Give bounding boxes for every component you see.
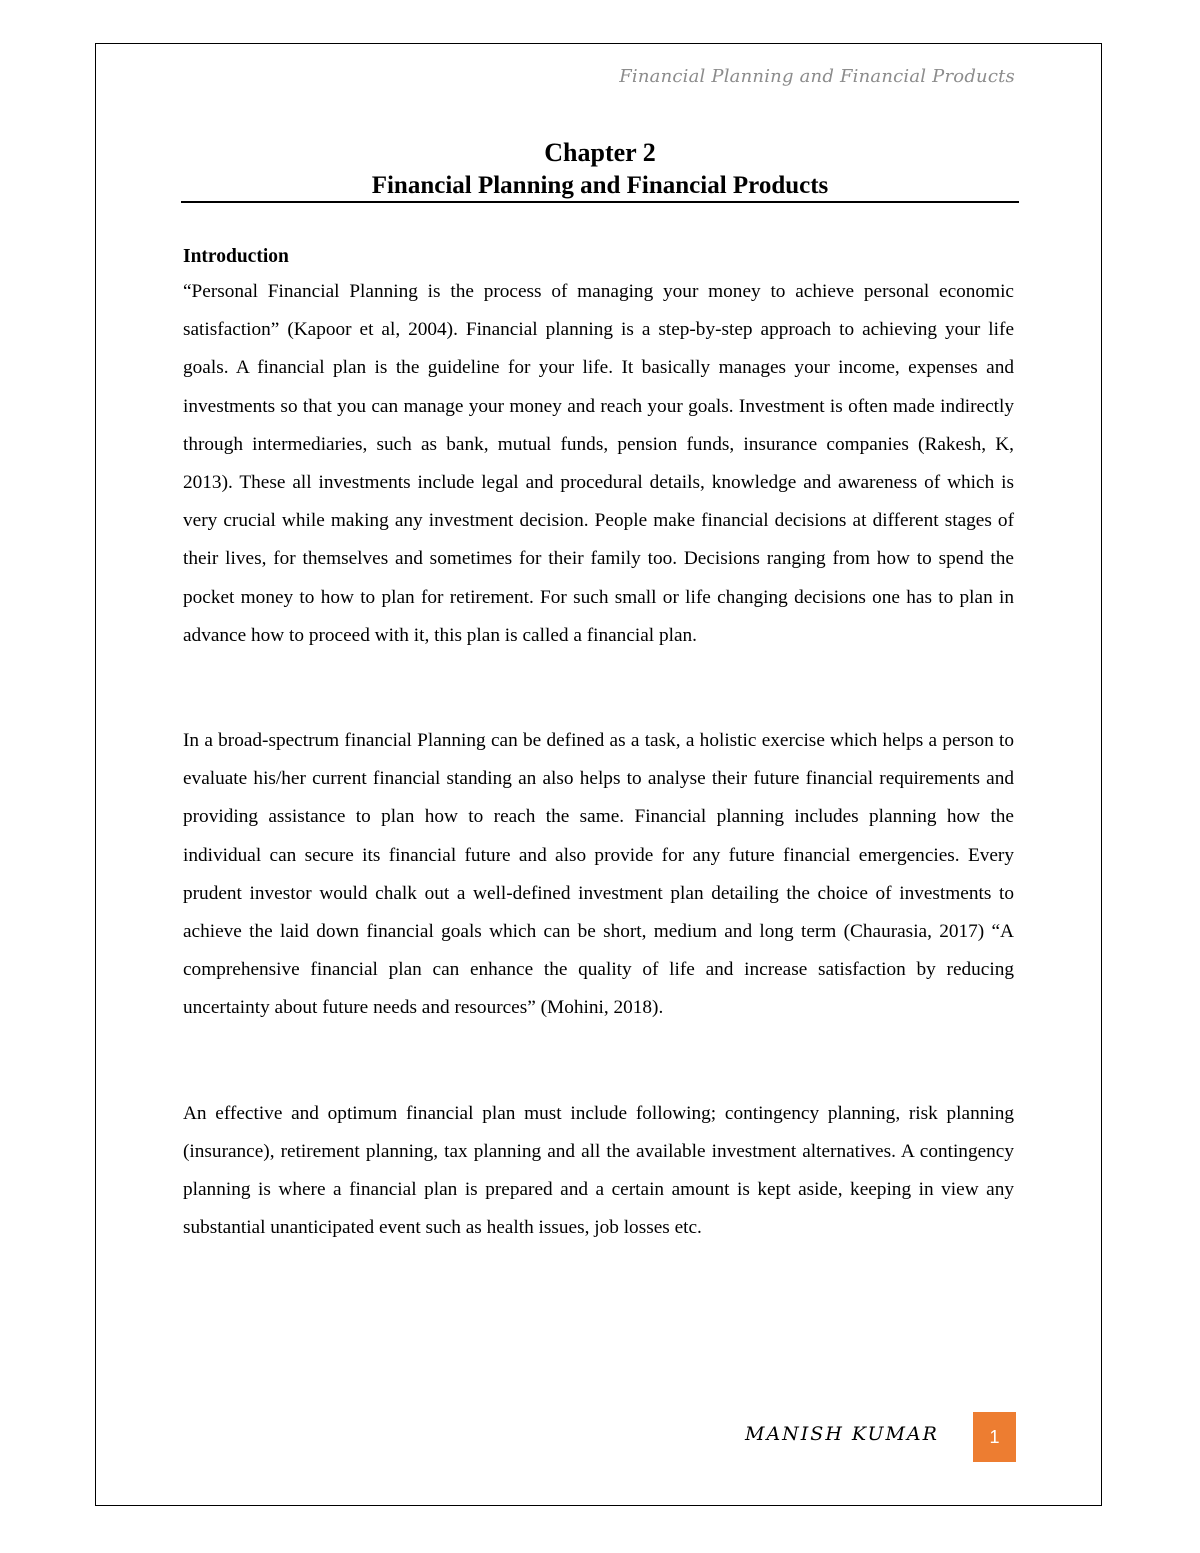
- chapter-title: [181, 136, 1019, 202]
- paragraph: An effective and optimum financial plan must include following; contingency planning, risk planning (insurance), retirement planning, tax planning and all the available investment alternatives. A contingency planning is where a financial plan is prepared and a certain amount is kept aside, keeping in view any substantial unanticipated event such as health issues, job losses etc.: [183, 1102, 1014, 1239]
- running-header: Financial Planning and Financial Products: [619, 66, 1015, 87]
- page-number: 1: [973, 1412, 1016, 1462]
- section-heading: Introduction: [183, 246, 289, 267]
- chapter-heading: Financial Planning and Financial Products: [371, 172, 829, 199]
- paragraph: In a broad-spectrum financial Planning can be defined as a task, a holistic exercise which helps a person to evaluate his/her current financial standing an also helps to analyse their future financial requirements and providing assistance to plan how to reach the same. Financial planning includes planning how the individual can secure its financial future and also provide for any future financial emergencies. Every prudent investor would chalk out a well-defined investment plan detailing the choice of investments to achieve the laid down financial goals which can be short, medium and long term (Chaurasia, 2017) “A comprehensive financial plan can enhance the quality of life and increase satisfaction by reducing uncertainty about future needs and resources” (Mohini, 2018).: [183, 730, 1014, 1019]
- title-underline: [181, 201, 1019, 203]
- main-content: [183, 241, 1014, 1247]
- footer-author: MANISH KUMAR: [745, 1423, 939, 1445]
- paragraph: “Personal Financial Planning is the process of managing your money to achieve personal economic satisfaction” (Kapoor et al, 2004). Financial planning is a step-by-step approach to achieving your life goals. A financial plan is the guideline for your life. It basically manages your income, expenses and investments so that you can manage your money and reach your goals. Investment is often made indirectly through intermediaries, such as bank, mutual funds, pension funds, insurance companies (Rakesh, K, 2013). These all investments include legal and procedural details, knowledge and awareness of which is very crucial while making any investment decision. People make financial decisions at different stages of their lives, for themselves and sometimes for their family too. Decisions ranging from how to spend the pocket money to how to plan for retirement. For such small or life changing decisions one has to plan in advance how to proceed with it, this plan is called a financial plan.: [183, 281, 1014, 646]
- chapter-number: Chapter 2: [544, 138, 656, 167]
